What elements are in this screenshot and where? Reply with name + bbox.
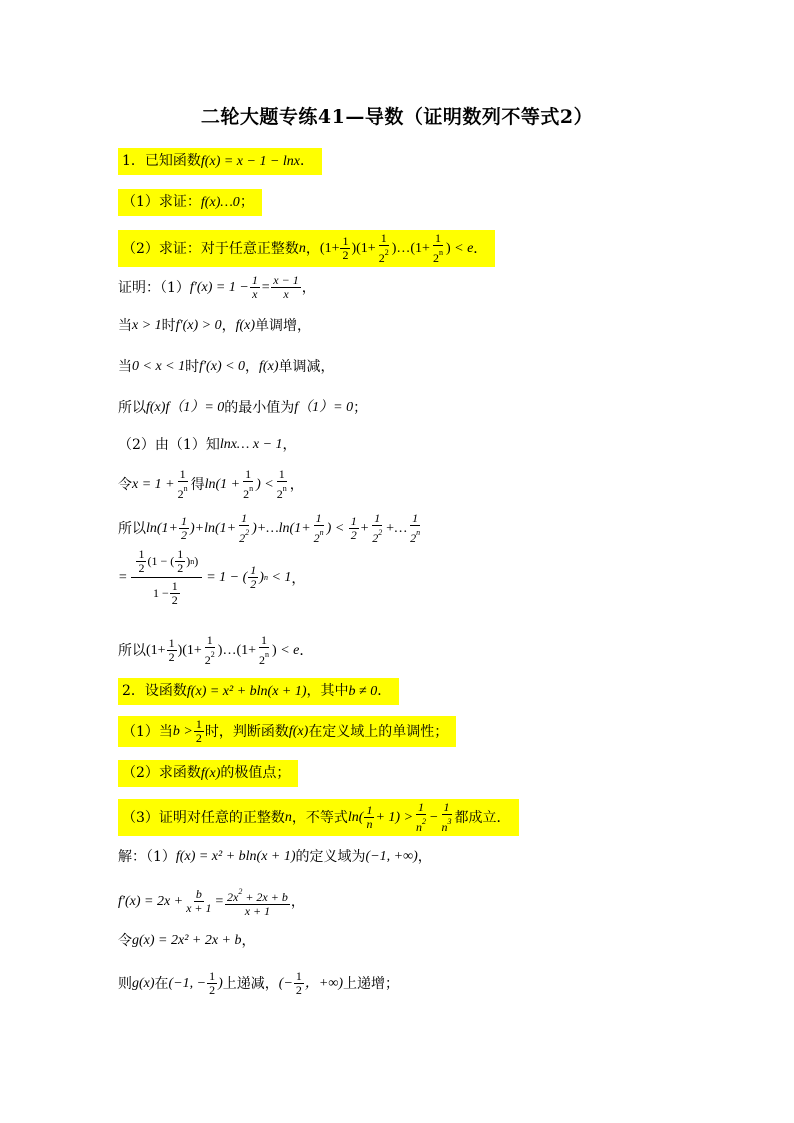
fraction: $\frac{1}{n^3}$ — [441, 800, 452, 834]
text: 的最小值为 — [224, 400, 295, 416]
expr: f(x) = x² + bln(x + 1) — [175, 849, 296, 864]
fraction: $\frac{1}{2^n}$ — [177, 467, 188, 501]
highlight — [118, 189, 262, 216]
expr: f′(x) < 0 — [199, 359, 246, 374]
problem-1-statement — [118, 148, 322, 175]
expr: ) — [218, 975, 223, 991]
solution-line-3 — [118, 930, 256, 952]
highlight — [118, 799, 519, 836]
page-title: 二轮大题专练41—导数（证明数列不等式2） — [200, 106, 594, 128]
text: （1）当 — [122, 723, 173, 740]
text: 时 — [161, 318, 176, 334]
punct: ． — [300, 153, 315, 169]
punct: ． — [473, 240, 488, 257]
text: ，其中 — [306, 683, 349, 699]
text: 得 — [190, 476, 205, 493]
problem-2-label: 2．设函数 — [122, 683, 187, 699]
part-label: （1）求证： — [122, 194, 201, 210]
problem-2-part-1 — [118, 716, 456, 747]
punct: ， — [289, 476, 304, 493]
text: ，不等式 — [291, 809, 348, 826]
punct: ． — [299, 642, 314, 659]
text: （3）证明对任意的正整数 — [122, 809, 285, 826]
proof-line-3 — [118, 356, 334, 378]
solution-line-4 — [118, 970, 399, 997]
problem-1-label: 1．已知函数 — [122, 153, 201, 169]
proof-line-8 — [118, 548, 305, 607]
highlight — [118, 678, 399, 705]
geometric-sum-fraction: $\frac{1}{2}$ (1 − ( $\frac{1}{2}$ ) n ) 1 − $\frac{1}{2}$ — [131, 548, 202, 607]
eq-sign: = — [118, 569, 128, 585]
punct: ． — [377, 683, 392, 699]
product-expr: (1+ $\frac{1}{2}$ )(1+ $\frac{1}{2^2}$ )…(1+ $\frac{1}{2^n}$ ) — [319, 231, 455, 265]
problem-2-statement — [118, 678, 399, 705]
expr: (−1, − — [168, 975, 207, 991]
expr: ，+∞) — [304, 975, 343, 991]
expr: 0 < x < 1 — [132, 359, 186, 374]
proof-line-6 — [118, 468, 304, 501]
text: 所以 — [118, 520, 146, 537]
text: 解：（1） — [118, 849, 176, 865]
text: （2）由（1）知 — [118, 437, 220, 453]
expr: f′(x) = 1 − — [189, 279, 249, 295]
punct: ， — [282, 437, 297, 453]
tail: < e — [454, 240, 474, 256]
problem-1-part-2 — [118, 230, 495, 267]
fraction: $\frac{1}{n^2}$ — [416, 800, 427, 834]
text: 都成立． — [454, 809, 511, 826]
highlight — [118, 230, 495, 267]
text: （2）求函数 — [122, 765, 201, 781]
expr: b ≠ 0 — [348, 684, 378, 699]
expr: (− — [278, 975, 293, 991]
expr: f(x) — [235, 318, 256, 333]
proof-line-2 — [118, 315, 311, 337]
problem-1-part-1 — [118, 189, 262, 216]
expr: ln(1 + — [204, 476, 241, 492]
expr: f(x) — [259, 359, 279, 374]
expr: g(x) — [132, 975, 155, 991]
fraction: $\frac{b}{x + 1}$ — [186, 887, 212, 915]
expr: b > — [172, 723, 193, 739]
part-expr: f(x)…0 — [200, 195, 240, 210]
expr: − — [429, 809, 439, 825]
text: 令 — [118, 933, 132, 949]
expr: f(x) — [146, 400, 166, 415]
fraction: $\frac{1}{2^n}$ — [243, 467, 254, 501]
expr: f（1）= 0 — [165, 400, 225, 415]
sum-log-expr: ln(1+ $\frac{1}{2}$ )+ln(1+ $\frac{1}{2^2}$ )+…ln(1+ $\frac{1}{2^n}$ ) < $\frac{1}{2}$ + $\frac{1}{2^2}$ +… $\frac{1}{2^n}$ — [146, 511, 421, 545]
proof-line-4 — [118, 397, 367, 419]
text: 当 — [118, 318, 132, 334]
highlight — [118, 760, 298, 787]
fraction: $\frac{1}{2}$ — [195, 717, 202, 745]
text: 的定义域为 — [295, 849, 366, 865]
var-n: n — [298, 240, 306, 256]
expr: n — [284, 809, 292, 825]
text: 所以 — [118, 400, 146, 416]
expr: f(x) — [200, 766, 221, 781]
expr: < e — [280, 642, 300, 658]
text: 证明：（1） — [118, 279, 190, 296]
fraction: $\frac{1}{n}$ — [366, 803, 373, 831]
expr: < 1 — [271, 569, 292, 585]
solution-line-2 — [118, 885, 305, 918]
punct: ； — [353, 400, 368, 416]
punct: ； — [239, 194, 254, 210]
expr: = — [260, 279, 271, 295]
expr: + 1) > — [375, 809, 414, 825]
punct: ， — [241, 933, 256, 949]
highlight — [118, 716, 456, 747]
problem-2-part-3 — [118, 799, 519, 836]
fraction: $\frac{1}{2}$ — [209, 969, 216, 997]
expr: lnx… x − 1 — [219, 437, 283, 452]
punct: ， — [290, 893, 305, 910]
expr: f（1）= 0 — [294, 400, 354, 415]
punct: ， — [291, 570, 306, 587]
product-expr: (1+ $\frac{1}{2}$ )(1+ $\frac{1}{2^2}$ )…(1+ $\frac{1}{2^n}$ ) — [146, 633, 281, 667]
fraction: $\frac{1}{x}$ — [251, 273, 258, 301]
expr: f′(x) = 2x + — [118, 893, 184, 909]
punct: ， — [301, 279, 316, 296]
solution-line-1 — [118, 846, 432, 868]
proof-line-5 — [118, 434, 297, 456]
proof-line-7 — [118, 512, 423, 545]
text: 上递增； — [342, 975, 399, 992]
fraction: $\frac{1}{2}$ — [295, 969, 302, 997]
text: 上递减， — [222, 975, 279, 992]
text: 时，判断函数 — [204, 723, 289, 740]
expr: ) < — [256, 476, 274, 492]
expr: ln( — [347, 809, 364, 825]
text: 的极值点； — [220, 765, 291, 781]
highlight — [118, 148, 322, 175]
proof-line-9 — [118, 634, 313, 667]
fraction: $\frac{1}{2^n}$ — [276, 467, 287, 501]
text: 单调增， — [255, 318, 312, 334]
expr: g(x) = 2x² + 2x + b — [132, 933, 242, 948]
expr: (−1, +∞) — [365, 849, 418, 864]
text: 令 — [118, 476, 132, 493]
expr: x > 1 — [132, 318, 162, 333]
text: 时 — [185, 359, 200, 375]
expr: f′(x) > 0 — [175, 318, 222, 333]
expr: f(x) — [288, 723, 309, 739]
text: 则 — [118, 975, 132, 992]
text: 当 — [118, 359, 132, 375]
punct: ， — [245, 359, 260, 375]
part-label: （2）求证：对于任意正整数 — [122, 240, 299, 257]
proof-line-1 — [118, 274, 316, 301]
expr: = — [214, 893, 224, 909]
result-expr: = 1 − ( $\frac{1}{2}$ ) n — [206, 563, 268, 591]
problem-2-part-2 — [118, 760, 298, 787]
text: 在定义域上的单调性； — [308, 723, 449, 740]
text: 单调减， — [278, 359, 335, 375]
punct: ， — [305, 240, 320, 257]
text: 所以 — [118, 642, 146, 659]
punct: ， — [221, 318, 236, 334]
text: 在 — [154, 975, 169, 992]
problem-2-function: f(x) = x² + bln(x + 1) — [186, 684, 307, 699]
fraction: $\frac{2x^2 + 2x + b}{x + 1}$ — [227, 887, 288, 918]
expr: x = 1 + — [132, 476, 175, 492]
punct: ， — [417, 849, 432, 865]
fraction: $\frac{x - 1}{x}$ — [273, 273, 299, 301]
problem-1-function: f(x) = x − 1 − lnx — [200, 154, 301, 169]
